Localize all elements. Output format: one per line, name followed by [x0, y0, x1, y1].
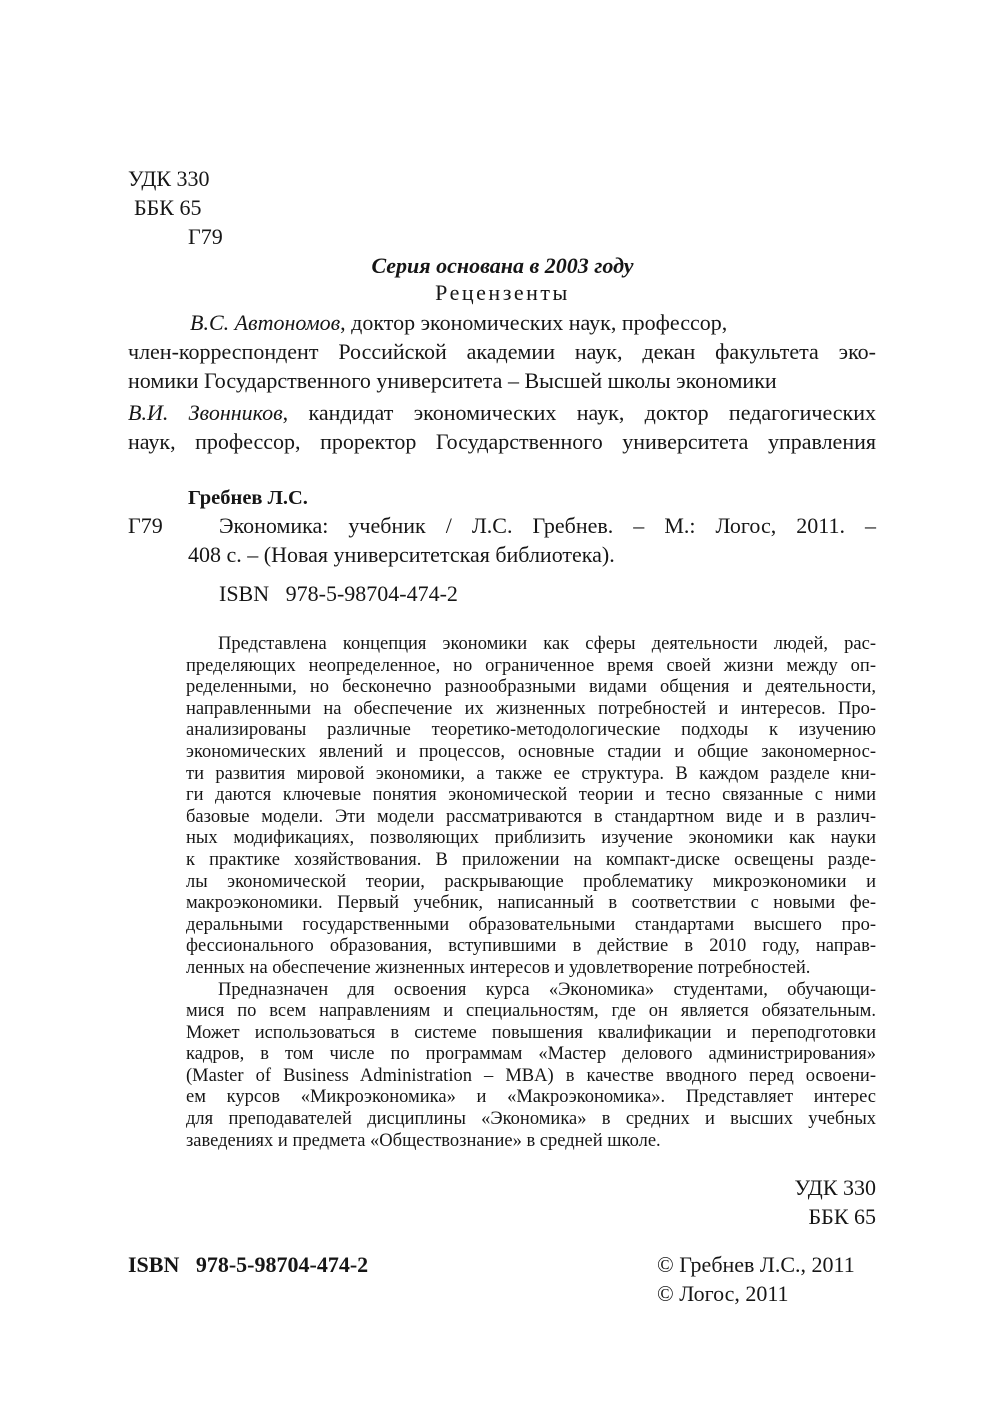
reviewer-1-name: В.С. Автономов	[190, 310, 341, 335]
reviewer-1-desc-1: , доктор экономических наук, профессор,	[340, 310, 728, 335]
annotation-p1-line: пределяющих неопределенное, но ограниченное время своей жизни между оп-	[186, 655, 876, 676]
footer-bbk: ББК 65	[808, 1204, 876, 1229]
annotation-p1-line: ных модификациях, позволяющих приблизить изучение экономики как науки	[186, 828, 876, 849]
annotation-p2-line: (Master of Business Administration – MBA) в качестве вводного перед освоени-	[186, 1065, 876, 1086]
reviewer-2-line-2: наук, профессор, проректор Государственного университета управления	[128, 429, 876, 454]
annotation-p2-line: ем курсов «Микроэкономика» и «Макроэкономика». Представляет интерес	[186, 1087, 876, 1108]
reviewer-2-line-1	[128, 398, 876, 427]
annotation-p1-line: к практике хозяйствования. В приложении на компакт-диске освещены разде-	[186, 849, 876, 870]
annotation-p2-line: для преподавателей дисциплины «Экономика» в средних и высших учебных	[186, 1109, 876, 1130]
annotation-p1-line: деральными государственными образовательными стандартами высшего про-	[186, 914, 876, 935]
annotation-p1-line: лы экономической теории, раскрывающие проблематику микроэкономики и	[186, 871, 876, 892]
footer-udk: УДК 330	[794, 1175, 876, 1200]
bib-line-1: Экономика: учебник / Л.С. Гребнев. – М.: Логос, 2011. –	[219, 513, 876, 538]
bib-line-2: 408 с. – (Новая университетская библиотека).	[188, 542, 615, 567]
bbk-code: ББК 65	[134, 195, 202, 220]
footer-isbn: ISBN 978-5-98704-474-2	[128, 1252, 369, 1277]
annotation-p2-line: кадров, в том числе по программам «Мастер делового администрирования»	[186, 1044, 876, 1065]
reviewer-1-line-1	[128, 308, 876, 337]
bib-mark: Г79	[128, 513, 163, 538]
annotation-p1-line: Представлена концепция экономики как сферы деятельности людей, рас-	[218, 634, 876, 654]
copyright-author: © Гребнев Л.С., 2011	[657, 1252, 855, 1277]
annotation-p1-line: анализированы различные теоретико-методологические подходы к изучению	[186, 720, 876, 741]
bib-isbn: ISBN 978-5-98704-474-2	[219, 581, 458, 606]
annotation-p1-line: фессионального образования, вступившими в действие в 2010 году, направ-	[186, 936, 876, 957]
reviewer-1	[128, 308, 876, 395]
annotation-p1-line: ленных на обеспечение жизненных интересов и удовлетворение потребностей.	[186, 957, 811, 978]
book-author: Гребнев Л.С.	[188, 487, 308, 509]
annotation-p1-line: экономических явлений и процессов, основные стадии и общие закономернос-	[186, 741, 876, 762]
annotation-p2-line: мися по всем направлениям и специальностям, где он является обязательным.	[186, 1001, 876, 1022]
series-note: Серия основана в 2003 году	[371, 253, 634, 278]
copyright-publisher: © Логос, 2011	[657, 1281, 789, 1306]
annotation-p1-line: базовые модели. Эти модели рассматриваются в стандартном виде и в различ-	[186, 806, 876, 827]
reviewer-2	[128, 398, 876, 456]
annotation-p1-line: направленными на обеспечение их жизненных потребностей и интересов. Про-	[186, 698, 876, 719]
reviewer-1-line-2: член-корреспондент Российской академии наук, декан факультета эко-	[128, 339, 876, 364]
annotation-p1-line: ти развития мировой экономики, а также ее структура. В каждом разделе кни-	[186, 763, 876, 784]
annotation-p1-line: макроэкономики. Первый учебник, написанный в соответствии с новыми фе-	[186, 893, 876, 914]
annotation-p2-line: Может использоваться в системе повышения квалификации и переподготовки	[186, 1022, 876, 1043]
annotation-p1-line: ределенными, но бесконечно разнообразными видами общения и деятельности,	[186, 677, 876, 698]
reviewer-2-desc-1: , кандидат экономических наук, доктор педагогических	[282, 400, 876, 425]
annotation-p2-line: заведениях и предмета «Обществознание» в средней школе.	[186, 1130, 661, 1151]
reviewer-2-name: В.И. Звонников	[128, 400, 283, 425]
annotation-p1-line: ги даются ключевые понятия экономической теории и тесно связанные с ними	[186, 785, 876, 806]
author-mark: Г79	[188, 224, 223, 249]
annotation-p2-line: Предназначен для освоения курса «Экономика» студентами, обучающи-	[218, 979, 876, 1000]
reviewer-1-line-3: номики Государственного университета – Высшей школы экономики	[128, 368, 777, 393]
udk-code: УДК 330	[128, 166, 210, 191]
reviewers-heading: Рецензенты	[435, 280, 570, 305]
annotation	[186, 634, 876, 1152]
